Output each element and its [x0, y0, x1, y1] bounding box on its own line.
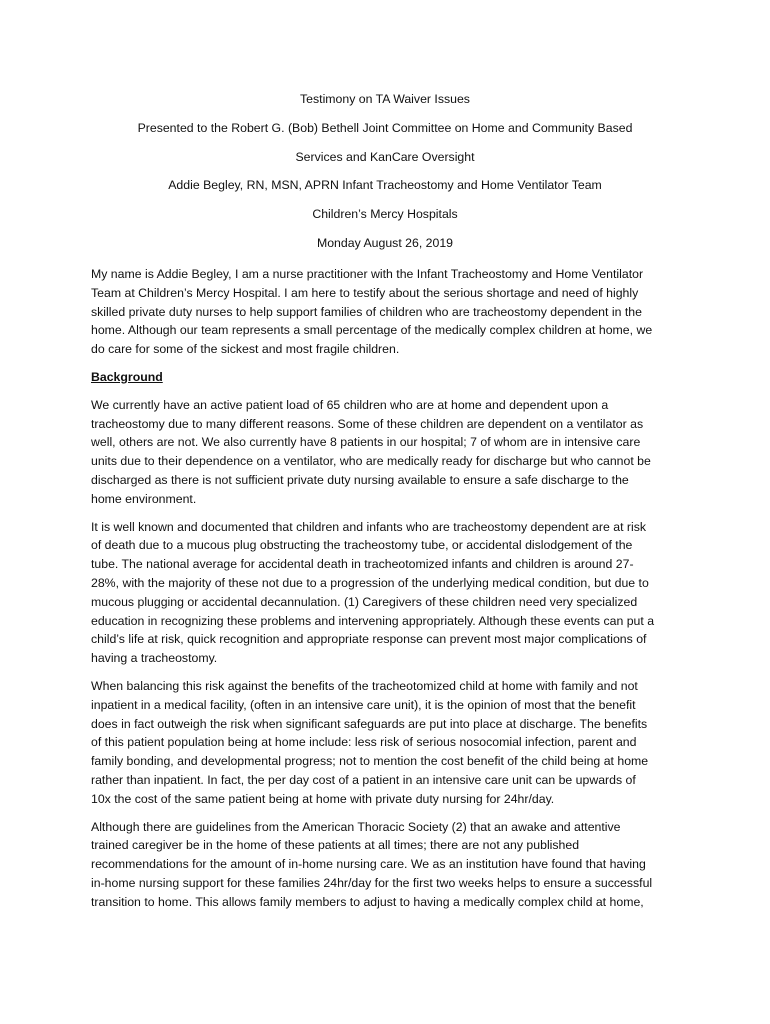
text-line: tube. The national average for accidental death in tracheotomized infants and children is around 27-	[91, 557, 634, 572]
text-line: When balancing this risk against the benefits of the tracheotomized child at home with family and not	[91, 678, 638, 693]
text-line: Although there are guidelines from the American Thoracic Society (2) that an awake and attentive	[91, 819, 621, 834]
organization-line: Children’s Mercy Hospitals	[312, 207, 458, 222]
document-body	[91, 265, 687, 921]
text-line: skilled private duty nurses to help support families of children who are tracheostomy dependent in the	[91, 304, 642, 319]
text-line: child’s life at risk, quick recognition and appropriate response can prevent most major complications of	[91, 632, 647, 647]
author-line: Addie Begley, RN, MSN, APRN Infant Tracheostomy and Home Ventilator Team	[168, 178, 602, 193]
text-line: of death due to a mucous plug obstructing the tracheostomy tube, or accidental dislodgement of the	[91, 538, 633, 553]
committee-line-2: Services and KanCare Oversight	[295, 149, 475, 164]
text-line: home. Although our team represents a small percentage of the medically complex children at home, we	[91, 323, 653, 338]
text-line: transition to home. This allows family members to adjust to having a medically complex child at home,	[91, 894, 644, 909]
text-line: Team at Children’s Mercy Hospital. I am here to testify about the serious shortage and need of highly	[91, 285, 639, 300]
text-line: discharged as there is not sufficient private duty nursing available to ensure a safe discharge to the	[91, 472, 629, 487]
intro-paragraph	[91, 265, 687, 359]
text-line: do care for some of the sickest and most fragile children.	[91, 342, 400, 357]
text-line: having a tracheostomy.	[91, 651, 218, 666]
text-line: in-home nursing support for these families 24hr/day for the first two weeks helps to ensure a successful	[91, 875, 653, 890]
text-line: trained caregiver be in the home of these patients at all times; there are not any published	[91, 838, 580, 853]
testimony-header	[60, 92, 710, 265]
text-line: We currently have an active patient load of 65 children who are at home and dependent upon a	[91, 397, 609, 412]
text-line: family bonding, and developmental progress; not to mention the cost benefit of the child being at home	[91, 754, 649, 769]
risk-paragraph	[91, 518, 687, 668]
text-line: It is well known and documented that children and infants who are tracheostomy dependent are at risk	[91, 519, 647, 534]
text-line: units due to their dependence on a ventilator, who are medically ready for discharge but who cannot be	[91, 454, 651, 469]
text-line: 10x the cost of the same patient being at home with private duty nursing for 24hr/day.	[91, 791, 555, 806]
benefits-paragraph	[91, 677, 687, 809]
text-line: education in recognizing these problems and intervening appropriately. Although these events can put a	[91, 613, 655, 628]
date-line: Monday August 26, 2019	[316, 235, 454, 250]
text-line: My name is Addie Begley, I am a nurse practitioner with the Infant Tracheostomy and Home Ventilator	[91, 267, 644, 281]
text-line: tracheostomy due to many different reasons. Some of these children are dependent on a ventilator as	[91, 416, 644, 431]
text-line: does in fact outweigh the risk when significant safeguards are put into place at discharge. The benefits	[91, 716, 648, 731]
background-heading: Background	[91, 369, 163, 384]
committee-line-1: Presented to the Robert G. (Bob) Bethell Joint Committee on Home and Community Based	[137, 120, 633, 135]
guidelines-paragraph	[91, 818, 687, 912]
document-title: Testimony on TA Waiver Issues	[300, 92, 470, 106]
patient-load-paragraph	[91, 396, 687, 509]
text-line: home environment.	[91, 491, 197, 506]
text-line: 28%, with the majority of these not due to a progression of the underlying medical condition, but due to	[91, 575, 649, 590]
text-line: of this patient population being at home include: less risk of serious nosocomial infection, parent and	[91, 735, 637, 750]
text-line: rather than inpatient. In fact, the per day cost of a patient in an intensive care unit can be upwards of	[91, 772, 636, 787]
text-line: well, others are not. We also currently have 8 patients in our hospital; 7 of whom are in intensive care	[91, 435, 641, 450]
text-line: inpatient in a medical facility, (often in an intensive care unit), it is the opinion of most that the benefit	[91, 697, 636, 712]
text-line: recommendations for the amount of in-home nursing care. We as an institution have found that having	[91, 857, 646, 872]
text-line: mucous plugging or accidental decannulation. (1) Caregivers of these children need very specialized	[91, 594, 638, 609]
